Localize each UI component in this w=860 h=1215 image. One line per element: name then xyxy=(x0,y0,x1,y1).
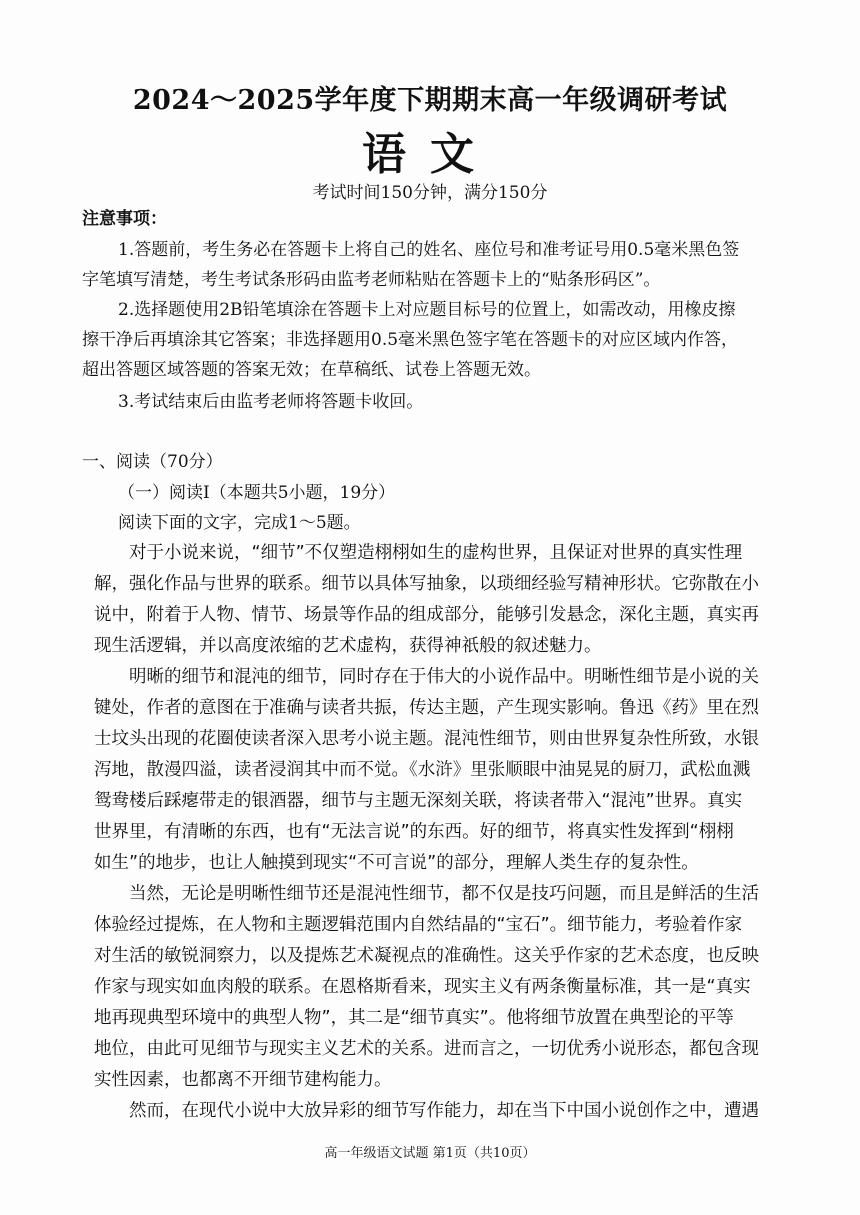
notice-line: 1.答题前，考生务必在答题卡上将自己的姓名、座位号和准考证号用0.5毫米黑色签 xyxy=(118,240,740,260)
exam-time-info: 考试时间150分钟，满分150分 xyxy=(312,183,548,203)
passage-line: 当然，无论是明晰性细节还是混沌性细节，都不仅是技巧问题，而且是鲜活的生活 xyxy=(129,884,759,904)
passage-line: 如生”的地步，也让人触摸到现实“不可言说”的部分，理解人类生存的复杂性。 xyxy=(94,853,699,873)
subject-title: 语文 xyxy=(362,129,498,180)
passage-line: 键处，作者的意图在于准确与读者共振，传达主题，产生现实影响。鲁迅《药》里在烈 xyxy=(94,698,759,718)
passage-line: 说中，附着于人物、情节、场景等作品的组成部分，能够引发悬念，深化主题，真实再 xyxy=(94,605,759,625)
page-footer: 高一年级语文试题 第1页（共10页） xyxy=(324,1146,536,1161)
passage-line: 地再现典型环境中的典型人物”，其二是“细节真实”。他将细节放置在典型论的平等 xyxy=(94,1008,734,1028)
passage-line: 明晰的细节和混沌的细节，同时存在于伟大的小说作品中。明晰性细节是小说的关 xyxy=(129,667,759,687)
notice-line: 擦干净后再填涂其它答案；非选择题用0.5毫米黑色签字笔在答题卡的对应区域内作答， xyxy=(82,330,739,350)
reading-instruction: 阅读下面的文字，完成1～5题。 xyxy=(118,513,361,533)
passage-line: 现生活逻辑，并以高度浓缩的艺术虚构，获得神祇般的叙述魅力。 xyxy=(94,636,602,656)
passage-line: 对生活的敏锐洞察力，以及提炼艺术凝视点的准确性。这关乎作家的艺术态度，也反映 xyxy=(94,946,759,966)
passage-line: 对于小说来说，“细节”不仅塑造栩栩如生的虚构世界，且保证对世界的真实性理 xyxy=(129,543,743,563)
notice-line: 2.选择题使用2B铅笔填涂在答题卡上对应题目标号的位置上，如需改动，用橡皮擦 xyxy=(118,300,736,320)
passage-line: 然而，在现代小说中大放异彩的细节写作能力，却在当下中国小说创作之中，遭遇 xyxy=(129,1101,759,1121)
passage-line: 地位，由此可见细节与现实主义艺术的关系。进而言之，一切优秀小说形态，都包含现 xyxy=(94,1039,759,1059)
passage-line: 泻地，散漫四溢，读者浸润其中而不觉。《水浒》里张顺眼中油晃晃的厨刀，武松血溅 xyxy=(94,760,751,780)
notice-line: 超出答题区域答题的答案无效；在草稿纸、试卷上答题无效。 xyxy=(82,360,541,380)
notice-line: 字笔填写清楚，考生考试条形码由监考老师粘贴在答题卡上的“贴条形码区”。 xyxy=(82,270,661,290)
passage-line: 士坟头出现的花圈使读者深入思考小说主题。混沌性细节，则由世界复杂性所致，水银 xyxy=(94,729,759,749)
section-subtitle: （一）阅读Ⅰ（本题共5小题，19分） xyxy=(118,483,396,503)
notice-line: 3.考试结束后由监考老师将答题卡收回。 xyxy=(118,392,424,412)
exam-title: 2024～2025学年度下期期末高一年级调研考试 xyxy=(132,85,728,116)
passage-line: 实性因素，也都离不开细节建构能力。 xyxy=(94,1070,392,1090)
notice-heading: 注意事项： xyxy=(82,209,167,229)
passage-line: 世界里，有清晰的东西，也有“无法言说”的东西。好的细节，将真实性发挥到“栩栩 xyxy=(94,822,734,842)
section-title: 一、阅读（70分） xyxy=(82,452,223,472)
passage-line: 作家与现实如血肉般的联系。在恩格斯看来，现实主义有两条衡量标准，其一是“真实 xyxy=(94,977,751,997)
passage-line: 鸳鸯楼后踩瘪带走的银酒器，细节与主题无深刻关联，将读者带入“混沌”世界。真实 xyxy=(94,791,743,811)
passage-line: 体验经过提炼，在人物和主题逻辑范围内自然结晶的“宝石”。细节能力，考验着作家 xyxy=(94,915,743,935)
passage-line: 解，强化作品与世界的联系。细节以具体写抽象，以琐细经验写精神形状。它弥散在小 xyxy=(94,574,759,594)
